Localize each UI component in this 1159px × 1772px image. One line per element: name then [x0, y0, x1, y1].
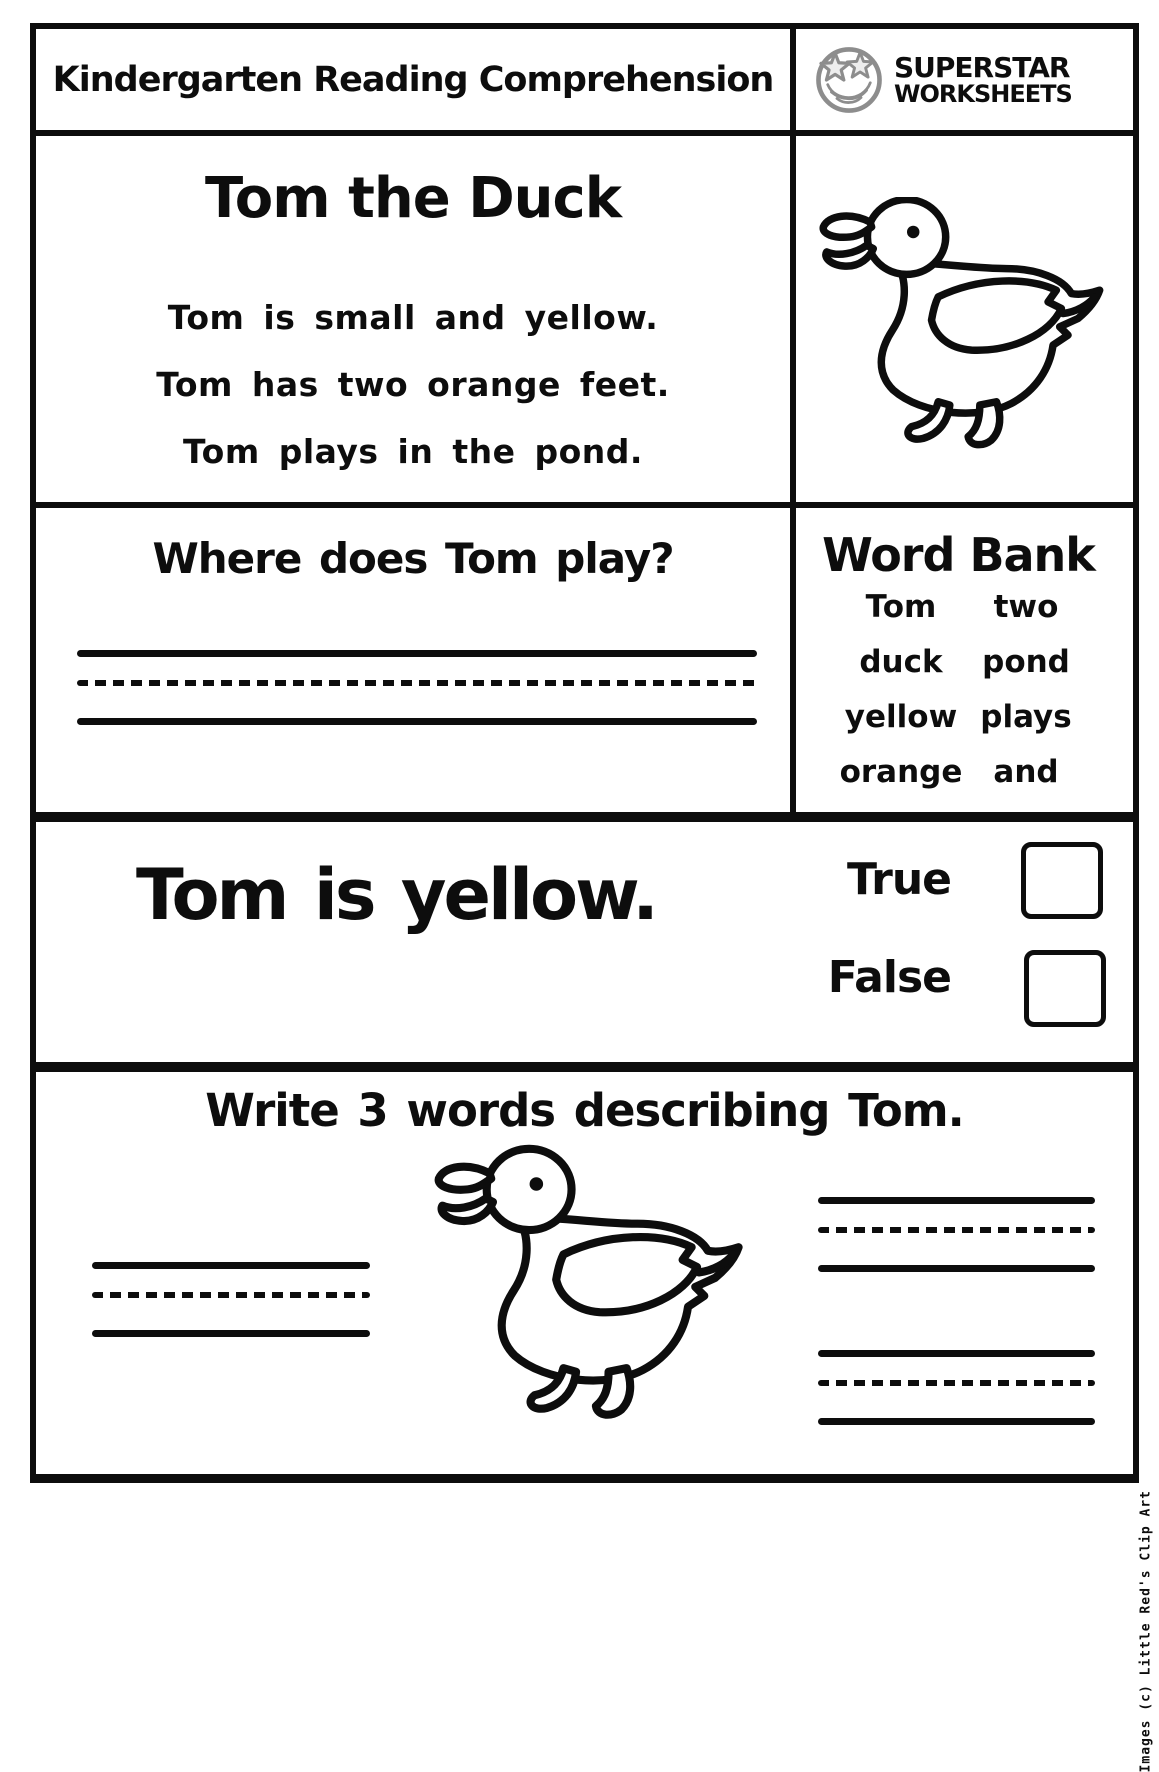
answer-writing-lines[interactable] [77, 650, 757, 725]
true-false-section [30, 816, 1139, 1068]
writing-line-top [92, 1262, 370, 1269]
duck-illustration [813, 197, 1105, 455]
writing-line-top [77, 650, 757, 657]
describe-writing-lines-1[interactable] [92, 1262, 370, 1337]
word-bank [796, 508, 1121, 800]
top-table [30, 23, 1139, 818]
story-illustration [796, 136, 1121, 502]
false-checkbox[interactable] [1024, 950, 1106, 1027]
word-bank-word: duck [859, 644, 943, 680]
question-prompt: Where does Tom play? [152, 534, 674, 583]
story-section [36, 136, 790, 502]
brand-line1: SUPERSTAR [894, 50, 1070, 84]
writing-line-bottom [818, 1418, 1095, 1425]
writing-line-middle-dashed [818, 1380, 1095, 1386]
word-bank-word: orange [839, 754, 963, 790]
brand-line2: WORKSHEETS [894, 79, 1072, 108]
writing-line-bottom [92, 1330, 370, 1337]
word-bank-word: plays [980, 699, 1072, 735]
writing-line-middle-dashed [92, 1292, 370, 1298]
image-credit: Images (c) Little Red's Clip Art [1138, 1490, 1153, 1772]
word-bank-word: two [993, 589, 1059, 625]
word-bank-word: and [993, 754, 1059, 790]
brand-logo [796, 29, 1121, 130]
false-label: False [827, 952, 951, 1003]
writing-line-top [818, 1350, 1095, 1357]
writing-line-bottom [818, 1265, 1095, 1272]
header [36, 29, 790, 130]
true-checkbox[interactable] [1021, 842, 1103, 919]
star-face-icon [812, 43, 886, 117]
writing-line-middle-dashed [818, 1227, 1095, 1233]
describe-writing-lines-3[interactable] [818, 1350, 1095, 1425]
word-bank-word: Tom [865, 589, 937, 625]
describe-section [30, 1066, 1139, 1483]
describe-prompt: Write 3 words describing Tom. [205, 1084, 964, 1137]
story-line: Tom has two orange feet. [156, 365, 670, 404]
true-label: True [846, 854, 951, 905]
duck-illustration [428, 1140, 744, 1432]
word-bank-word: pond [982, 644, 1070, 680]
true-false-statement: Tom is yellow. [136, 854, 656, 936]
word-bank-column-2 [956, 580, 1096, 800]
writing-line-bottom [77, 718, 757, 725]
writing-line-top [818, 1197, 1095, 1204]
describe-writing-lines-2[interactable] [818, 1197, 1095, 1272]
story-line: Tom plays in the pond. [183, 432, 643, 471]
story-title: Tom the Duck [205, 166, 621, 231]
story-line: Tom is small and yellow. [167, 298, 659, 337]
brand-name [894, 50, 1072, 108]
word-bank-title: Word Bank [822, 528, 1095, 582]
question-section [36, 508, 790, 800]
word-bank-word: yellow [844, 699, 958, 735]
writing-line-middle-dashed [77, 680, 757, 686]
page-title: Kindergarten Reading Comprehension [52, 59, 774, 100]
